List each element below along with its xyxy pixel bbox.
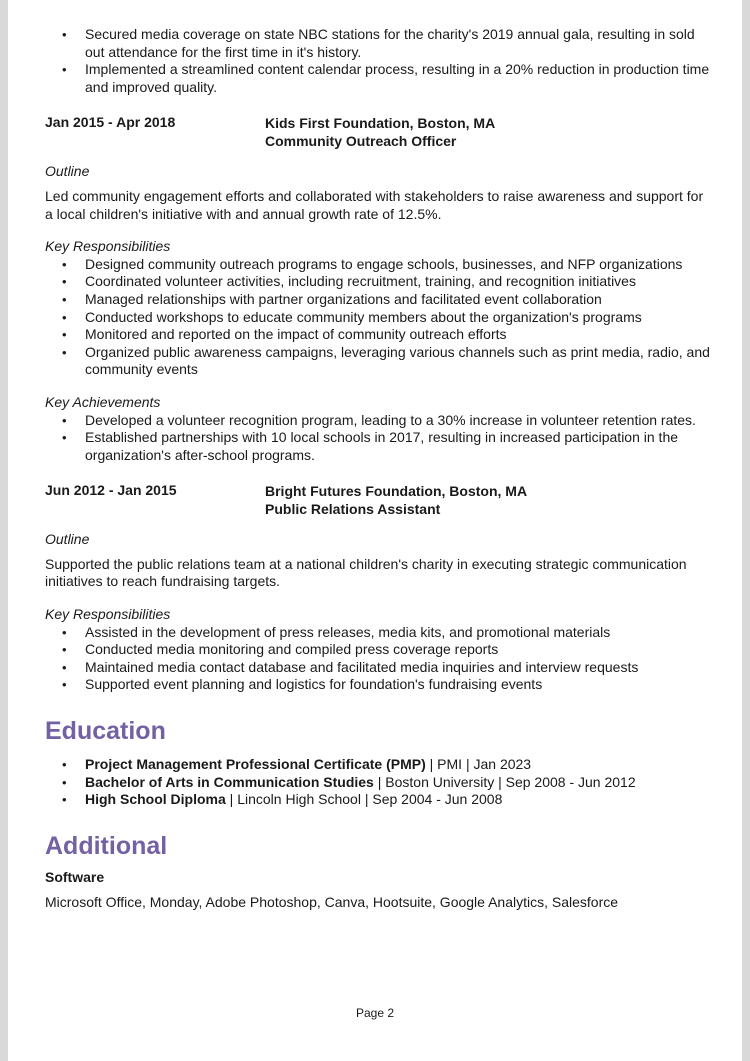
outline-label: Outline <box>45 163 90 180</box>
list-item <box>45 774 710 792</box>
bullet-icon: • <box>62 274 67 290</box>
list-item: • Supported event planning and logistics for foundation's fundraising events <box>62 676 543 693</box>
bullet-icon: • <box>62 309 67 325</box>
list-item: • Developed a volunteer recognition program, leading to a 30% increase in volunteer retention rates. <box>62 411 696 428</box>
bullet-icon: • <box>62 792 67 808</box>
bullet-icon: • <box>62 27 67 42</box>
bullet-icon: • <box>62 412 67 428</box>
education-credential: High School Diploma <box>85 791 226 808</box>
job-title: Public Relations Assistant <box>265 501 441 518</box>
bullet-icon: • <box>62 757 67 773</box>
job-entry <box>45 482 710 694</box>
achievements-label: Key Achievements <box>45 393 161 410</box>
list-item: • Organized public awareness campaigns, leveraging various channels such as print media, radio, and community events <box>62 343 710 378</box>
bullet-icon: • <box>62 344 67 360</box>
list-item: • Managed relationships with partner organizations and facilitated event collaboration <box>62 290 602 307</box>
bullet-icon: • <box>62 624 67 640</box>
education-details: | Boston University | Sep 2008 - Jun 2012 <box>373 773 636 790</box>
list-item <box>45 756 710 774</box>
education-credential: Bachelor of Arts in Communication Studies <box>85 773 374 790</box>
job-header <box>45 114 710 150</box>
list-item: • Implemented a streamlined content calendar process, resulting in a 20% reduction in production time and improved quality. <box>62 61 710 95</box>
bullet-icon: • <box>62 677 67 693</box>
outline-text: Supported the public relations team at a national children's charity in executing strategic communication initiatives to reach fundraising targets. <box>45 555 687 590</box>
bullet-icon: • <box>62 774 67 790</box>
job-organization: Bright Futures Foundation, Boston, MA <box>265 483 528 500</box>
list-item: • Maintained media contact database and facilitated media inquiries and interview requests <box>62 658 639 675</box>
list-item: • Secured media coverage on state NBC stations for the charity's 2019 annual gala, resulting in sold out attendance for the first time in it's history. <box>62 26 695 60</box>
resume-page <box>8 0 742 1061</box>
list-item: • Conducted workshops to educate community members about the organization's programs <box>62 308 642 325</box>
job-organization: Kids First Foundation, Boston, MA <box>265 115 496 132</box>
bullet-icon: • <box>62 327 67 343</box>
additional-heading: Additional <box>45 831 168 860</box>
list-item: • Assisted in the development of press releases, media kits, and promotional materials <box>62 623 611 640</box>
education-list <box>45 756 710 809</box>
job-entry <box>45 114 710 464</box>
job-header <box>45 482 710 518</box>
job-dates: Jun 2012 - Jan 2015 <box>45 482 177 499</box>
resume-content <box>45 26 710 912</box>
outline-label: Outline <box>45 531 90 548</box>
list-item: • Conducted media monitoring and compiled press coverage reports <box>62 641 499 658</box>
bullet-icon: • <box>62 291 67 307</box>
responsibilities-list <box>45 256 710 379</box>
job-dates: Jan 2015 - Apr 2018 <box>45 114 176 131</box>
software-list: Microsoft Office, Monday, Adobe Photoshop, Canva, Hootsuite, Google Analytics, Salesforce <box>45 894 619 911</box>
bullet-icon: • <box>62 642 67 658</box>
list-item: • Established partnerships with 10 local schools in 2017, resulting in increased participation in the organization's after-school programs. <box>62 429 679 463</box>
education-heading: Education <box>45 717 166 746</box>
responsibilities-list <box>45 624 710 694</box>
bullet-icon: • <box>62 659 67 675</box>
bullet-icon: • <box>62 430 67 446</box>
job-title: Community Outreach Officer <box>265 133 457 150</box>
responsibilities-label: Key Responsibilities <box>45 238 171 255</box>
education-details: | Lincoln High School | Sep 2004 - Jun 2008 <box>225 791 503 808</box>
education-credential: Project Management Professional Certificate (PMP) <box>85 756 426 773</box>
list-item: • Monitored and reported on the impact of community outreach efforts <box>62 326 507 343</box>
intro-bullet-list <box>45 26 710 96</box>
outline-text: Led community engagement efforts and collaborated with stakeholders to raise awareness and support for a local children's initiative with and annual growth rate of 12.5%. <box>45 187 704 222</box>
list-item: • Coordinated volunteer activities, including recruitment, training, and recognition initiatives <box>62 273 636 290</box>
list-item: • Designed community outreach programs to engage schools, businesses, and NFP organizations <box>62 255 683 272</box>
bullet-icon: • <box>62 256 67 272</box>
responsibilities-label: Key Responsibilities <box>45 606 171 623</box>
software-label: Software <box>45 868 105 885</box>
achievements-list <box>45 412 710 465</box>
education-details: | PMI | Jan 2023 <box>425 756 532 773</box>
list-item <box>45 791 710 809</box>
bullet-icon: • <box>62 62 67 78</box>
page-number: Page 2 <box>355 1006 395 1020</box>
